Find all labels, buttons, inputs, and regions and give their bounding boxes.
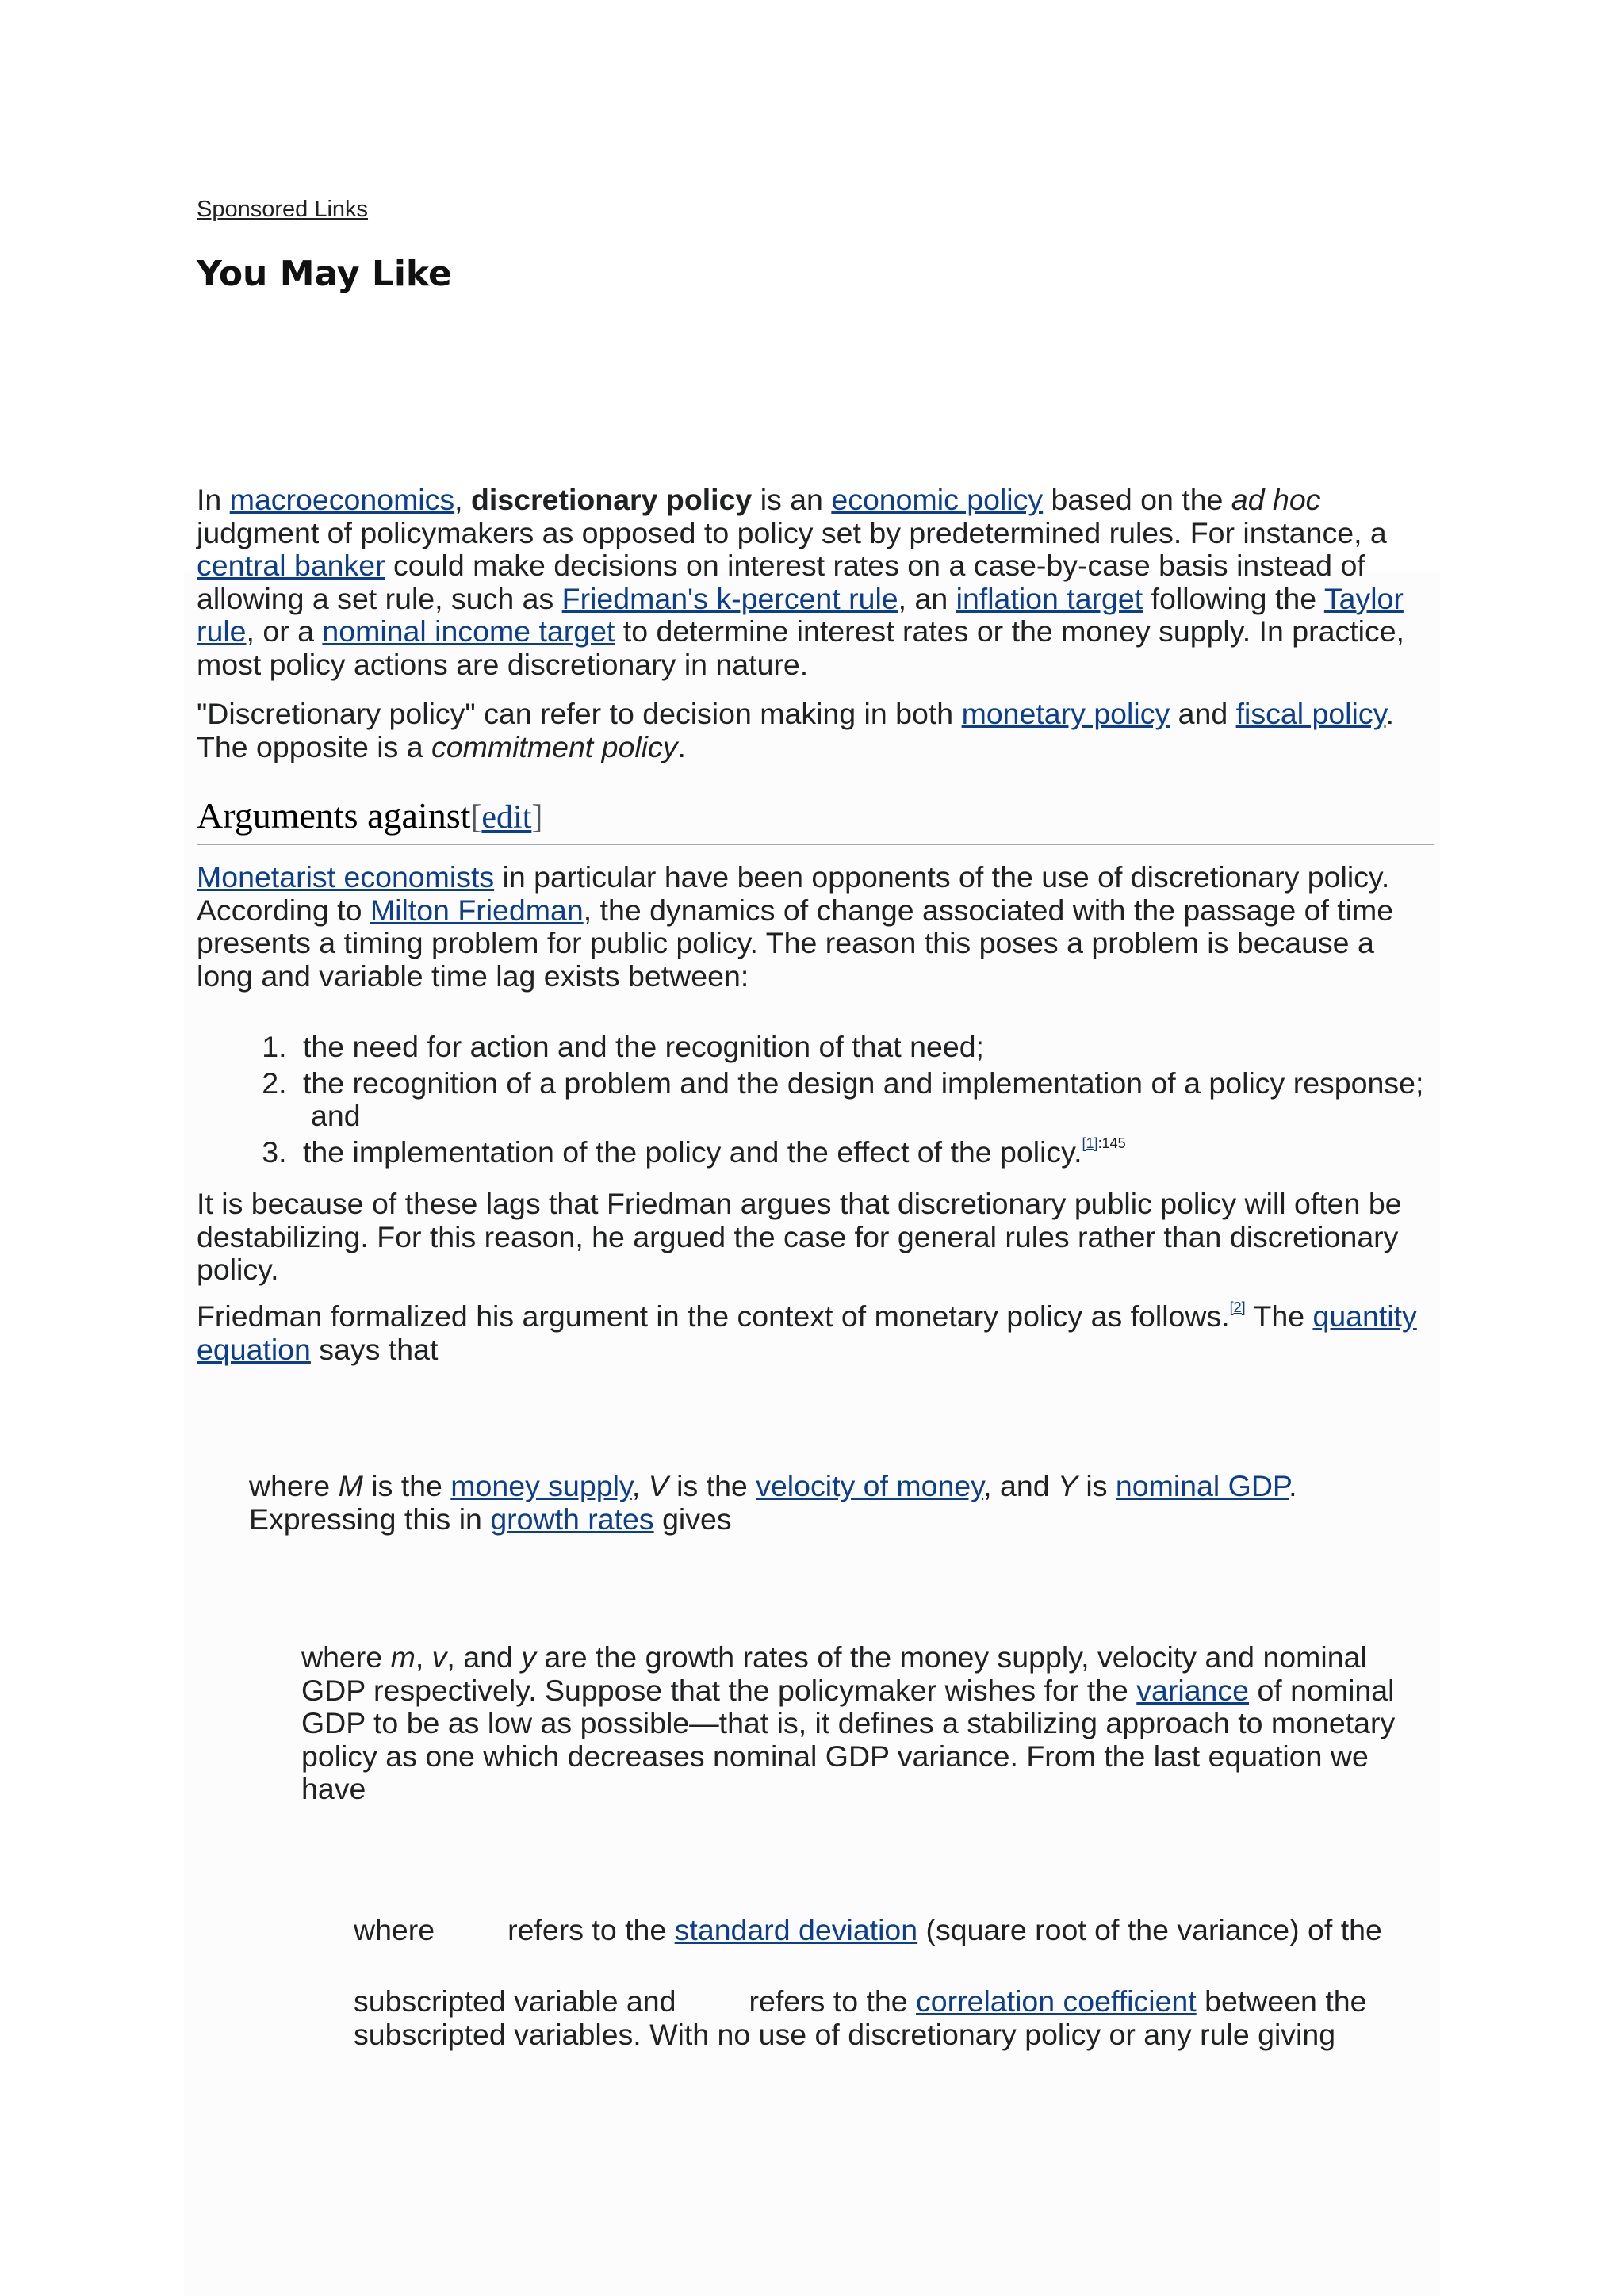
text: is an bbox=[752, 483, 832, 516]
lags-paragraph: It is because of these lags that Friedman argues that discretionary public policy will often be destabilizing. For this reason, he argued the case for general rules rather than discretionary policy. bbox=[197, 1187, 1402, 1286]
text: is bbox=[1077, 1469, 1116, 1502]
link-central-banker[interactable]: central banker bbox=[197, 549, 385, 582]
text: , an bbox=[898, 581, 956, 615]
var-y: y bbox=[521, 1640, 536, 1674]
section-title: Arguments against bbox=[197, 795, 471, 836]
var-m: m bbox=[390, 1640, 416, 1674]
formalized-paragraph bbox=[197, 1300, 1418, 1366]
text: , the dynamics of change associated with the passage of time presents a timing problem for public policy. The reason this poses a problem is because a long and variable time lag exists between: bbox=[197, 893, 1394, 993]
text: of nominal GDP to be as low as possible—that is, it defines a stabilizing approach to monetary policy as one which decreases nominal GDP variance. From the last equation we have bbox=[301, 1673, 1396, 1805]
text: the implementation of the policy and the effect of the policy. bbox=[303, 1135, 1082, 1169]
text: refers to the bbox=[508, 1913, 675, 1946]
edit-bracket-open: [ bbox=[470, 799, 482, 836]
link-variance[interactable]: variance bbox=[1136, 1673, 1250, 1707]
edit-section-link[interactable]: edit bbox=[481, 799, 532, 836]
text: In bbox=[197, 483, 230, 516]
var-Y: Y bbox=[1057, 1469, 1078, 1502]
link-monetary-policy[interactable]: monetary policy bbox=[961, 697, 1170, 730]
link-standard-deviation[interactable]: standard deviation bbox=[674, 1913, 918, 1946]
text: , and bbox=[446, 1640, 522, 1674]
text: refers to the bbox=[749, 1984, 917, 2018]
link-money-supply[interactable]: money supply bbox=[450, 1469, 632, 1502]
citation-2-link[interactable]: [2] bbox=[1229, 1299, 1246, 1315]
citation-2[interactable] bbox=[1230, 1299, 1246, 1315]
text: is the bbox=[668, 1469, 756, 1502]
growth-rates-definition bbox=[301, 1641, 1435, 1806]
text: , or a bbox=[246, 614, 323, 648]
link-milton-friedman[interactable]: Milton Friedman bbox=[370, 893, 584, 927]
text: The bbox=[1245, 1299, 1313, 1333]
text: , and bbox=[983, 1469, 1058, 1502]
ad-hoc-italic: ad hoc bbox=[1231, 483, 1321, 516]
text: . Expressing this in bbox=[249, 1469, 1297, 1536]
list-item bbox=[295, 1136, 1484, 1169]
text: based on the bbox=[1043, 483, 1231, 516]
text: where bbox=[354, 1913, 435, 1946]
link-nominal-income-target[interactable]: nominal income target bbox=[322, 614, 615, 648]
text: in particular have been opponents of the use of discretionary policy. According to bbox=[197, 860, 1390, 927]
link-nominal-gdp[interactable]: nominal GDP bbox=[1115, 1469, 1289, 1502]
text: Friedman formalized his argument in the context of monetary policy as follows. bbox=[197, 1299, 1230, 1333]
link-macroeconomics[interactable]: macroeconomics bbox=[229, 483, 455, 516]
text: following the bbox=[1143, 581, 1324, 615]
correlation-definition bbox=[354, 1985, 1448, 2051]
text: , bbox=[631, 1469, 649, 1502]
link-economic-policy[interactable]: economic policy bbox=[831, 483, 1044, 516]
text: between the subscripted variables. With no use of discretionary policy or any rule giving bbox=[354, 1984, 1367, 2051]
text: is the bbox=[362, 1469, 451, 1502]
link-k-percent-rule[interactable]: Friedman's k-percent rule bbox=[561, 581, 898, 615]
discretionary-policy-paragraph bbox=[197, 698, 1418, 763]
text: says that bbox=[310, 1332, 439, 1366]
link-taylor-rule[interactable]: Taylor rule bbox=[197, 581, 1404, 648]
section-heading-arguments-against bbox=[197, 793, 1434, 845]
citation-page: :145 bbox=[1097, 1135, 1126, 1151]
citation-1[interactable] bbox=[1082, 1135, 1098, 1151]
text: . The opposite is a bbox=[197, 697, 1394, 763]
text: "Discretionary policy" can refer to decision making in both bbox=[197, 697, 962, 730]
sponsored-links-link[interactable]: Sponsored Links bbox=[197, 197, 369, 222]
edit-bracket-close: ] bbox=[531, 799, 543, 836]
var-M: M bbox=[338, 1469, 363, 1502]
citation-1-link[interactable]: [1] bbox=[1082, 1135, 1098, 1151]
link-quantity-equation[interactable]: quantity equation bbox=[197, 1299, 1417, 1366]
std-dev-definition bbox=[354, 1914, 1448, 1947]
link-monetarist-economists[interactable]: Monetarist economists bbox=[197, 860, 495, 894]
var-v: v bbox=[431, 1640, 447, 1674]
text: the recognition of a problem and the design and implementation of a policy response; bbox=[303, 1066, 1424, 1100]
intro-paragraph bbox=[197, 484, 1418, 681]
text: where bbox=[249, 1469, 339, 1502]
link-velocity-of-money[interactable]: velocity of money bbox=[756, 1469, 984, 1502]
text: are the growth rates of the money supply, velocity and nominal GDP respectively. Suppose that the policymaker wishes for the bbox=[301, 1640, 1367, 1707]
time-lag-list bbox=[197, 1031, 1484, 1172]
text: where bbox=[301, 1640, 391, 1674]
text: and bbox=[311, 1099, 361, 1132]
var-V: V bbox=[648, 1469, 668, 1502]
quantity-equation-definition bbox=[249, 1470, 1431, 1536]
commitment-policy-italic: commitment policy bbox=[431, 729, 678, 763]
text: , bbox=[415, 1640, 432, 1674]
link-fiscal-policy[interactable]: fiscal policy bbox=[1235, 697, 1386, 730]
list-item bbox=[295, 1067, 1484, 1133]
text: gives bbox=[653, 1502, 732, 1536]
text: could make decisions on interest rates on a case-by-case basis instead of allowing a set rule, such as bbox=[197, 549, 1365, 615]
text: to determine interest rates or the money supply. In practice, most policy actions are discretionary in nature. bbox=[197, 614, 1404, 681]
text: judgment of policymakers as opposed to policy set by predetermined rules. For instance, a bbox=[197, 515, 1387, 549]
text: . bbox=[677, 729, 686, 763]
you-may-like-heading: You May Like bbox=[197, 254, 452, 294]
text: , bbox=[454, 483, 471, 516]
text: subscripted variable and bbox=[354, 1984, 676, 2018]
text: (square root of the variance) of the bbox=[917, 1913, 1382, 1946]
text: and bbox=[1170, 697, 1236, 730]
link-growth-rates[interactable]: growth rates bbox=[490, 1502, 654, 1536]
list-item bbox=[295, 1031, 1484, 1064]
monetarist-paragraph bbox=[197, 861, 1418, 993]
text: the need for action and the recognition of that need; bbox=[303, 1030, 984, 1063]
link-inflation-target[interactable]: inflation target bbox=[956, 581, 1143, 615]
link-correlation-coefficient[interactable]: correlation coefficient bbox=[916, 1984, 1197, 2018]
term-discretionary-policy: discretionary policy bbox=[470, 483, 753, 516]
